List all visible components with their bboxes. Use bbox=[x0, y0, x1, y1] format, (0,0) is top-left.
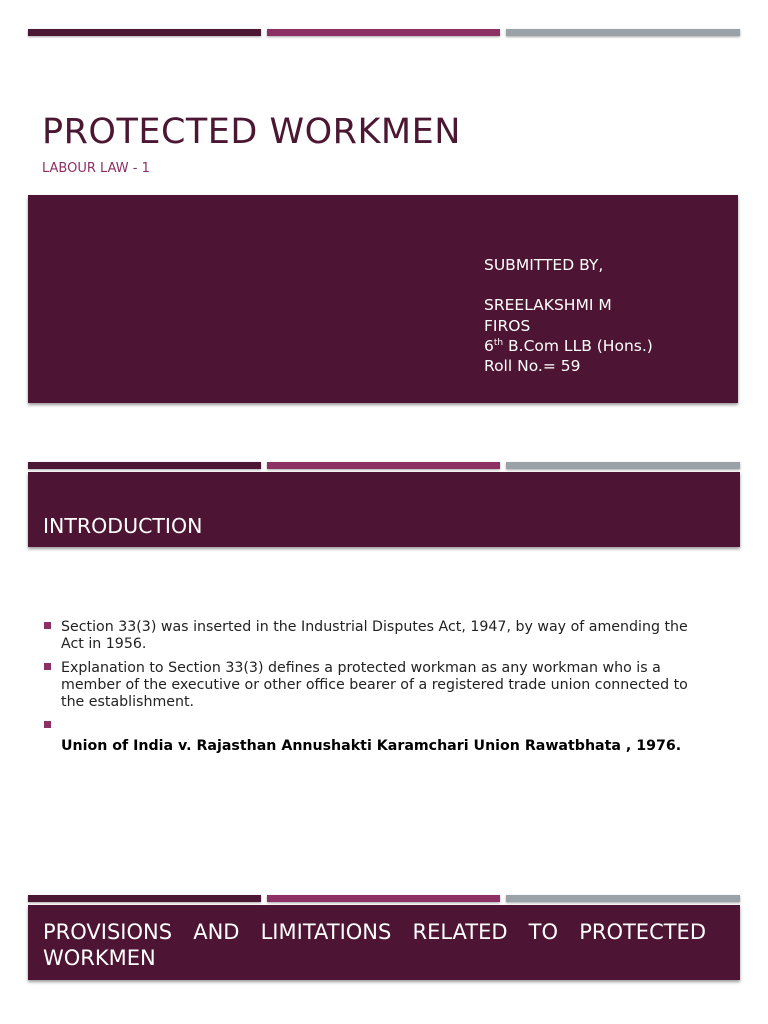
provisions-bar-segment-grey bbox=[506, 895, 740, 902]
list-item bbox=[44, 619, 704, 653]
provisions-bar-segment-dark bbox=[28, 895, 261, 902]
square-bullet-icon bbox=[44, 663, 51, 670]
introduction-heading: INTRODUCTION bbox=[43, 514, 203, 538]
roll-number: Roll No.= 59 bbox=[484, 357, 581, 376]
provisions-heading: PROVISIONS AND LIMITATIONS RELATED TO PROTECTED WORKMEN bbox=[43, 920, 706, 970]
square-bullet-icon bbox=[44, 721, 51, 728]
provisions-header bbox=[28, 905, 740, 980]
provisions-bar-segment-accent bbox=[267, 895, 500, 902]
top-bar-segment-accent bbox=[267, 29, 500, 36]
bullet-text: Explanation to Section 33(3) defines a protected workman as any workman who is a member of the executive or other office bearer of a registered trade union connected to the establishment. bbox=[61, 660, 688, 710]
introduction-header bbox=[28, 472, 740, 547]
top-bar-segment-dark bbox=[28, 29, 261, 36]
slide-title: PROTECTED WORKMEN bbox=[42, 112, 461, 152]
top-bar-segment-grey bbox=[506, 29, 740, 36]
course-line bbox=[484, 336, 653, 356]
course-semester: 6 bbox=[484, 336, 494, 355]
intro-bar-segment-accent bbox=[267, 462, 500, 469]
course-name: B.Com LLB (Hons.) bbox=[503, 336, 653, 355]
submitted-by-panel bbox=[28, 195, 738, 403]
intro-bar-segment-dark bbox=[28, 462, 261, 469]
case-citation: Union of India v. Rajasthan Annushakti Karamchari Union Rawatbhata , 1976. bbox=[61, 738, 682, 754]
slide-subtitle: LABOUR LAW - 1 bbox=[42, 161, 150, 176]
author-name-line1: SREELAKSHMI M bbox=[484, 296, 612, 315]
author-name-line2: FIROS bbox=[484, 316, 531, 335]
submitted-by-info bbox=[484, 255, 653, 376]
bullet-text: Section 33(3) was inserted in the Industrial Disputes Act, 1947, by way of amending the Act in 1956. bbox=[61, 619, 688, 652]
intro-bar-segment-grey bbox=[506, 462, 740, 469]
square-bullet-icon bbox=[44, 622, 51, 629]
submitted-by-label: SUBMITTED BY, bbox=[484, 256, 604, 274]
introduction-bullet-list bbox=[44, 619, 704, 762]
list-item bbox=[44, 718, 704, 755]
course-semester-suffix: th bbox=[493, 337, 504, 348]
list-item bbox=[44, 660, 704, 711]
